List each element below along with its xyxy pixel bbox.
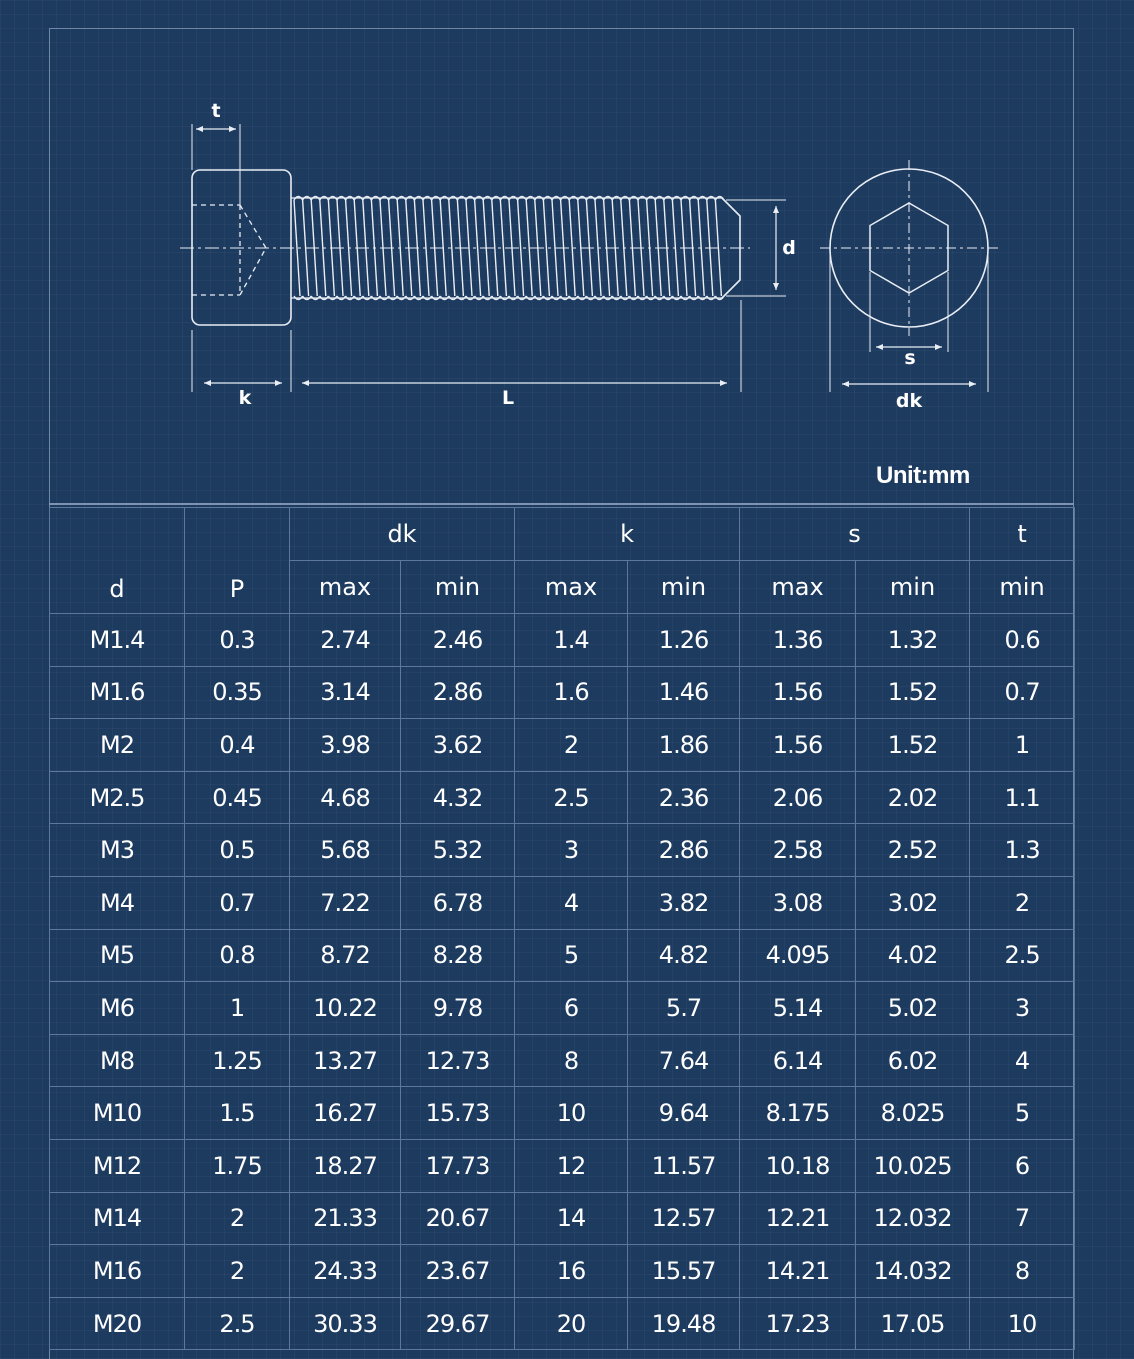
cell-k-max: 6 xyxy=(515,982,628,1035)
cell-d: M12 xyxy=(50,1139,185,1192)
cell-t-min: 2.5 xyxy=(970,929,1075,982)
cell-k-min: 1.46 xyxy=(628,666,740,719)
table-row xyxy=(50,824,1075,877)
section-divider xyxy=(49,503,1074,505)
cell-s-max: 4.095 xyxy=(740,929,856,982)
spec-table xyxy=(49,507,1075,1350)
table-row xyxy=(50,1192,1075,1245)
cell-dk-min: 17.73 xyxy=(401,1139,515,1192)
cell-s-min: 2.52 xyxy=(856,824,970,877)
cell-k-min: 12.57 xyxy=(628,1192,740,1245)
header-s: s xyxy=(740,508,970,561)
label-t: t xyxy=(211,100,221,122)
cell-t-min: 0.6 xyxy=(970,614,1075,667)
header-t: t xyxy=(970,508,1075,561)
cell-s-max: 14.21 xyxy=(740,1245,856,1298)
cell-t-min: 6 xyxy=(970,1139,1075,1192)
cell-s-min: 5.02 xyxy=(856,982,970,1035)
cell-d: M3 xyxy=(50,824,185,877)
table-row xyxy=(50,771,1075,824)
label-d: d xyxy=(782,237,796,259)
header-dk: dk xyxy=(290,508,515,561)
cell-dk-min: 23.67 xyxy=(401,1245,515,1298)
cell-p: 1 xyxy=(185,982,290,1035)
cell-t-min: 1 xyxy=(970,719,1075,772)
cell-p: 2 xyxy=(185,1192,290,1245)
cell-s-min: 6.02 xyxy=(856,1034,970,1087)
cell-p: 0.4 xyxy=(185,719,290,772)
cell-d: M1.6 xyxy=(50,666,185,719)
cell-k-min: 19.48 xyxy=(628,1297,740,1350)
cell-s-max: 10.18 xyxy=(740,1139,856,1192)
cell-s-min: 1.52 xyxy=(856,719,970,772)
cell-dk-min: 5.32 xyxy=(401,824,515,877)
cell-d: M5 xyxy=(50,929,185,982)
cell-d: M14 xyxy=(50,1192,185,1245)
cell-k-max: 2.5 xyxy=(515,771,628,824)
cell-s-max: 1.56 xyxy=(740,719,856,772)
cell-dk-max: 3.98 xyxy=(290,719,401,772)
cell-k-min: 2.86 xyxy=(628,824,740,877)
cell-p: 1.25 xyxy=(185,1034,290,1087)
cell-t-min: 4 xyxy=(970,1034,1075,1087)
cell-k-max: 10 xyxy=(515,1087,628,1140)
cell-dk-max: 13.27 xyxy=(290,1034,401,1087)
cell-dk-max: 18.27 xyxy=(290,1139,401,1192)
cell-s-min: 3.02 xyxy=(856,876,970,929)
cell-k-max: 2 xyxy=(515,719,628,772)
cell-k-max: 3 xyxy=(515,824,628,877)
cell-p: 0.8 xyxy=(185,929,290,982)
cell-s-min: 2.02 xyxy=(856,771,970,824)
header-k: k xyxy=(515,508,740,561)
header-k-min: min xyxy=(628,561,740,614)
cell-t-min: 7 xyxy=(970,1192,1075,1245)
cell-p: 0.35 xyxy=(185,666,290,719)
cell-dk-max: 24.33 xyxy=(290,1245,401,1298)
table-row xyxy=(50,1297,1075,1350)
table-row xyxy=(50,876,1075,929)
cell-dk-max: 7.22 xyxy=(290,876,401,929)
cell-k-max: 8 xyxy=(515,1034,628,1087)
cell-dk-max: 5.68 xyxy=(290,824,401,877)
table-row xyxy=(50,614,1075,667)
cell-dk-max: 3.14 xyxy=(290,666,401,719)
cell-s-max: 3.08 xyxy=(740,876,856,929)
cell-dk-max: 8.72 xyxy=(290,929,401,982)
cell-s-max: 8.175 xyxy=(740,1087,856,1140)
header-t-min: min xyxy=(970,561,1075,614)
cell-dk-min: 9.78 xyxy=(401,982,515,1035)
table-row xyxy=(50,1139,1075,1192)
cell-k-min: 2.36 xyxy=(628,771,740,824)
cell-p: 1.75 xyxy=(185,1139,290,1192)
cell-s-max: 12.21 xyxy=(740,1192,856,1245)
cell-t-min: 5 xyxy=(970,1087,1075,1140)
cell-p: 1.5 xyxy=(185,1087,290,1140)
cell-k-min: 7.64 xyxy=(628,1034,740,1087)
header-d: d xyxy=(50,508,185,614)
cell-d: M2 xyxy=(50,719,185,772)
screw-diagram xyxy=(0,0,1134,505)
screw-drawing xyxy=(0,0,1134,505)
cell-dk-min: 29.67 xyxy=(401,1297,515,1350)
hex-socket-hidden xyxy=(192,205,266,295)
cell-dk-min: 8.28 xyxy=(401,929,515,982)
spec-table-body xyxy=(50,614,1075,1350)
cell-p: 0.5 xyxy=(185,824,290,877)
cell-k-max: 1.4 xyxy=(515,614,628,667)
cell-d: M6 xyxy=(50,982,185,1035)
cell-d: M4 xyxy=(50,876,185,929)
table-bottom-line xyxy=(49,1349,1074,1350)
cell-k-min: 11.57 xyxy=(628,1139,740,1192)
cell-k-max: 14 xyxy=(515,1192,628,1245)
cell-dk-min: 6.78 xyxy=(401,876,515,929)
unit-label: Unit:mm xyxy=(876,462,970,489)
cell-p: 2.5 xyxy=(185,1297,290,1350)
cell-k-min: 1.26 xyxy=(628,614,740,667)
cell-p: 2 xyxy=(185,1245,290,1298)
cell-dk-max: 4.68 xyxy=(290,771,401,824)
cell-t-min: 10 xyxy=(970,1297,1075,1350)
cell-p: 0.3 xyxy=(185,614,290,667)
cell-dk-min: 2.86 xyxy=(401,666,515,719)
cell-s-min: 4.02 xyxy=(856,929,970,982)
cell-k-max: 1.6 xyxy=(515,666,628,719)
cell-dk-max: 16.27 xyxy=(290,1087,401,1140)
cell-k-max: 5 xyxy=(515,929,628,982)
cell-s-max: 1.56 xyxy=(740,666,856,719)
cell-t-min: 1.3 xyxy=(970,824,1075,877)
cell-s-min: 1.52 xyxy=(856,666,970,719)
label-s: s xyxy=(904,347,916,369)
cell-s-min: 8.025 xyxy=(856,1087,970,1140)
cell-t-min: 8 xyxy=(970,1245,1075,1298)
cell-k-min: 4.82 xyxy=(628,929,740,982)
cell-dk-min: 15.73 xyxy=(401,1087,515,1140)
cell-s-max: 5.14 xyxy=(740,982,856,1035)
cell-k-max: 16 xyxy=(515,1245,628,1298)
cell-dk-max: 10.22 xyxy=(290,982,401,1035)
cell-t-min: 0.7 xyxy=(970,666,1075,719)
cell-k-min: 1.86 xyxy=(628,719,740,772)
header-k-max: max xyxy=(515,561,628,614)
cell-dk-min: 4.32 xyxy=(401,771,515,824)
header-p: P xyxy=(185,508,290,614)
cell-d: M10 xyxy=(50,1087,185,1140)
table-row xyxy=(50,719,1075,772)
table-row xyxy=(50,1087,1075,1140)
cell-k-max: 20 xyxy=(515,1297,628,1350)
label-L: L xyxy=(501,387,515,409)
header-s-min: min xyxy=(856,561,970,614)
cell-dk-max: 2.74 xyxy=(290,614,401,667)
table-row xyxy=(50,929,1075,982)
cell-dk-min: 20.67 xyxy=(401,1192,515,1245)
cell-d: M8 xyxy=(50,1034,185,1087)
cell-k-min: 5.7 xyxy=(628,982,740,1035)
cell-s-max: 6.14 xyxy=(740,1034,856,1087)
cell-s-max: 17.23 xyxy=(740,1297,856,1350)
cell-k-max: 4 xyxy=(515,876,628,929)
cell-s-max: 1.36 xyxy=(740,614,856,667)
table-row xyxy=(50,1034,1075,1087)
cell-d: M16 xyxy=(50,1245,185,1298)
cell-s-min: 14.032 xyxy=(856,1245,970,1298)
cell-dk-max: 30.33 xyxy=(290,1297,401,1350)
cell-t-min: 1.1 xyxy=(970,771,1075,824)
header-s-max: max xyxy=(740,561,856,614)
cell-k-min: 3.82 xyxy=(628,876,740,929)
cell-s-min: 12.032 xyxy=(856,1192,970,1245)
cell-k-min: 9.64 xyxy=(628,1087,740,1140)
header-dk-max: max xyxy=(290,561,401,614)
cell-s-min: 1.32 xyxy=(856,614,970,667)
cell-k-max: 12 xyxy=(515,1139,628,1192)
cell-d: M2.5 xyxy=(50,771,185,824)
cell-s-min: 17.05 xyxy=(856,1297,970,1350)
cell-dk-min: 2.46 xyxy=(401,614,515,667)
cell-p: 0.45 xyxy=(185,771,290,824)
cell-s-min: 10.025 xyxy=(856,1139,970,1192)
cell-d: M20 xyxy=(50,1297,185,1350)
label-k: k xyxy=(238,387,252,409)
cell-s-max: 2.58 xyxy=(740,824,856,877)
table-row xyxy=(50,666,1075,719)
header-dk-min: min xyxy=(401,561,515,614)
label-dk: dk xyxy=(895,390,923,412)
cell-dk-max: 21.33 xyxy=(290,1192,401,1245)
cell-t-min: 2 xyxy=(970,876,1075,929)
cell-d: M1.4 xyxy=(50,614,185,667)
cell-s-max: 2.06 xyxy=(740,771,856,824)
cell-p: 0.7 xyxy=(185,876,290,929)
table-row xyxy=(50,1245,1075,1298)
cell-dk-min: 12.73 xyxy=(401,1034,515,1087)
cell-dk-min: 3.62 xyxy=(401,719,515,772)
table-row xyxy=(50,982,1075,1035)
cell-t-min: 3 xyxy=(970,982,1075,1035)
cell-k-min: 15.57 xyxy=(628,1245,740,1298)
